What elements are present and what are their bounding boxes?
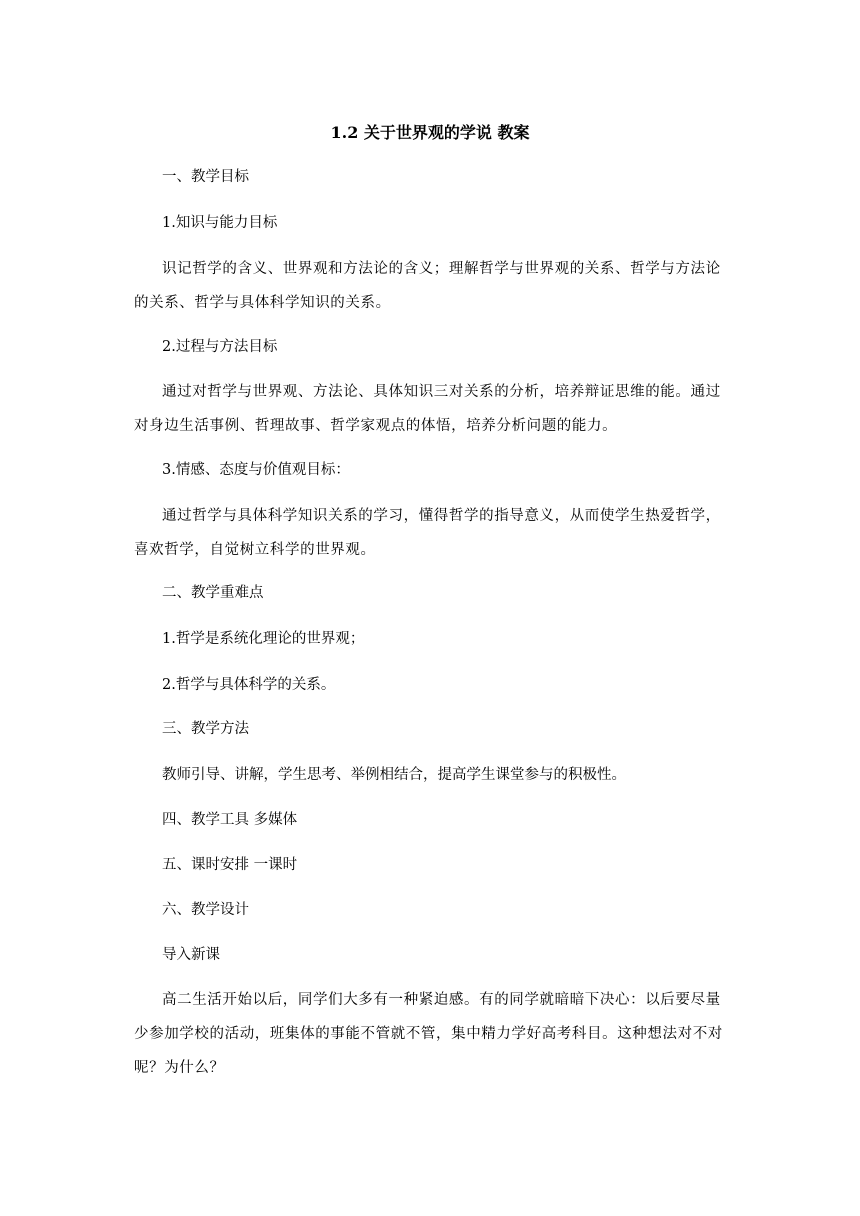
- goal-knowledge-heading: 1.知识与能力目标: [162, 215, 278, 231]
- section-heading-class-schedule: 五、课时安排 一课时: [162, 857, 298, 873]
- intro-heading: 导入新课: [162, 947, 220, 963]
- section-heading-teaching-methods: 三、教学方法: [162, 721, 249, 737]
- goal-knowledge-text: 识记哲学的含义、世界观和方法论的含义；理解哲学与世界观的关系、哲学与方法论的关系、哲学与具体科学知识的关系。: [134, 261, 721, 311]
- intro-text: 高二生活开始以后，同学们大多有一种紧迫感。有的同学就暗暗下决心：以后要尽量少参加学校的活动，班集体的事能不管就不管，集中精力学好高考科目。这种想法对不对呢？为什么？: [134, 992, 723, 1076]
- section-heading-teaching-goals: 一、教学目标: [162, 169, 249, 185]
- goal-emotion-text: 通过哲学与具体科学知识关系的学习，懂得哲学的指导意义，从而使学生热爱哲学，喜欢哲学，自觉树立科学的世界观。: [134, 508, 721, 558]
- key-point-item-1: 1.哲学是系统化理论的世界观；: [162, 631, 365, 647]
- section-heading-teaching-tools: 四、教学工具 多媒体: [162, 812, 298, 828]
- goal-process-heading: 2.过程与方法目标: [162, 339, 278, 355]
- section-heading-teaching-design: 六、教学设计: [162, 902, 249, 918]
- goal-emotion-heading: 3.情感、态度与价值观目标：: [162, 462, 350, 478]
- document-title: 1.2 关于世界观的学说 教案: [330, 123, 530, 142]
- goal-process-text: 通过对哲学与世界观、方法论、具体知识三对关系的分析，培养辩证思维的能。通过对身边生活事例、哲理故事、哲学家观点的体悟，培养分析问题的能力。: [134, 384, 721, 434]
- key-point-item-2: 2.哲学与具体科学的关系。: [162, 677, 336, 693]
- section-heading-key-points: 二、教学重难点: [162, 585, 264, 601]
- teaching-methods-text: 教师引导、讲解，学生思考、举例相结合，提高学生课堂参与的积极性。: [162, 767, 626, 783]
